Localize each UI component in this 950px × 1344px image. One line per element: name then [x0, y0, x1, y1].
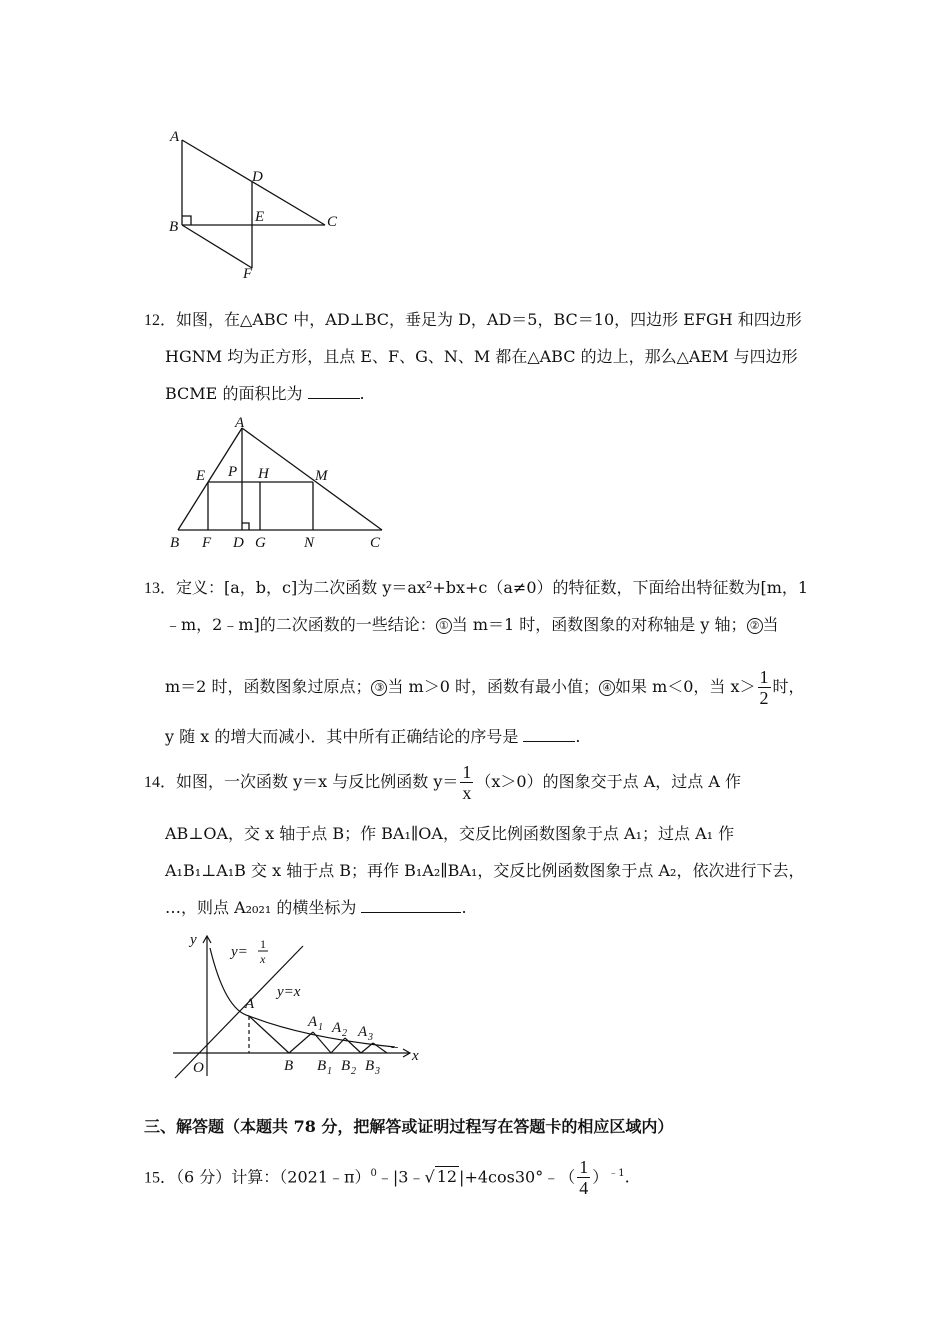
- exponent-neg-one: ﹣1: [608, 1168, 625, 1179]
- label-C: C: [370, 535, 381, 551]
- q12-line3: [165, 383, 365, 405]
- answer-blank-14[interactable]: [361, 898, 461, 913]
- label-P: P: [228, 464, 238, 480]
- label-A: A: [235, 415, 245, 431]
- q13-line4: [165, 726, 581, 748]
- fraction-denominator: 2: [759, 688, 769, 708]
- q13-line1: [144, 577, 808, 600]
- curve-label: y=: [231, 944, 248, 960]
- q12-text-3: BCME 的面积比为: [165, 384, 303, 403]
- fraction-denominator: x: [462, 783, 472, 803]
- label-C: C: [327, 214, 338, 230]
- sqrt-sign: √: [424, 1167, 435, 1187]
- sub-2: 2: [342, 1028, 347, 1039]
- label-B1: B: [317, 1058, 327, 1074]
- q13-text-2a: ﹣m，2﹣m]的二次函数的一些结论：: [165, 615, 436, 634]
- label-F: F: [202, 535, 212, 551]
- sub-3: 3: [375, 1066, 380, 1077]
- line-label: y=x: [277, 984, 301, 1000]
- label-O: O: [193, 1060, 204, 1076]
- label-N: N: [304, 535, 315, 551]
- fraction-one-quarter: [577, 1157, 590, 1198]
- figure-q11: [160, 125, 350, 285]
- continuation-dash: --: [391, 1041, 399, 1053]
- fraction-numerator: 1: [579, 1157, 589, 1178]
- q12-text-1: 如图，在△ABC 中，AD⊥BC，垂足为 D，AD＝5，BC＝10，四边形 EFGH 和四边形: [176, 310, 802, 329]
- sub-1: 1: [318, 1022, 323, 1033]
- figure-q12: [160, 412, 400, 554]
- label-D: D: [252, 169, 263, 185]
- label-y: y: [190, 932, 197, 948]
- label-D: D: [233, 535, 244, 551]
- label-B: B: [169, 219, 179, 235]
- q14-period: .: [461, 898, 467, 917]
- sub-1: 1: [327, 1066, 332, 1077]
- q13-line3: [165, 665, 805, 709]
- fraction-one-over-x: [460, 762, 473, 803]
- q12-line1: [144, 309, 802, 332]
- q13-text-3d: 时，: [772, 677, 805, 696]
- label-B: B: [170, 535, 180, 551]
- q13-text-3b: 当 m＞0 时，函数有最小值；: [387, 677, 599, 696]
- q13-text-3c: 如果 m＜0，当 x＞: [614, 677, 756, 696]
- label-B: B: [284, 1058, 294, 1074]
- circle-one: ①: [436, 618, 452, 634]
- curve-numerator: 1: [260, 937, 266, 951]
- q15-text-e: .: [624, 1167, 630, 1187]
- fraction-numerator: 1: [759, 667, 769, 687]
- q14-text-1b: （x＞0）的图象交于点 A，过点 A 作: [475, 772, 741, 791]
- answer-blank-12[interactable]: [308, 384, 360, 399]
- circle-three: ③: [371, 680, 387, 696]
- q14-number: 14．: [144, 774, 177, 791]
- q13-text-4: y 随 x 的增大而减小．其中所有正确结论的序号是: [165, 727, 519, 746]
- fraction-denominator: 4: [579, 1178, 589, 1199]
- q15-line: [144, 1152, 630, 1200]
- q14-line3: A₁B₁⊥A₁B 交 x 轴于点 B；再作 B₁A₂∥BA₁，交反比例函数图象于点 A₂，依次进行下去，: [165, 861, 805, 880]
- label-G: G: [255, 535, 266, 551]
- q13-line2: [165, 614, 779, 636]
- fraction-one-half: [758, 667, 771, 708]
- sub-2: 2: [351, 1066, 356, 1077]
- q13-text-2b: 当 m＝1 时，函数图象的对称轴是 y 轴；: [451, 615, 747, 634]
- q14-line2: AB⊥OA，交 x 轴于点 B；作 BA₁∥OA，交反比例函数图象于点 A₁；过点 A₁ 作: [165, 824, 735, 843]
- q13-text-2c: 当: [762, 615, 779, 634]
- label-A: A: [245, 996, 255, 1012]
- label-E: E: [255, 209, 265, 225]
- q12-number: 12．: [144, 312, 177, 329]
- q14-line4: [165, 897, 467, 919]
- label-E: E: [196, 468, 206, 484]
- answer-blank-13[interactable]: [523, 727, 575, 742]
- figure-q14: [165, 928, 435, 1083]
- exponent-zero: 0: [370, 1168, 377, 1179]
- circle-two: ②: [747, 618, 763, 634]
- q15-text-a: （6 分）计算：（2021﹣π）: [176, 1167, 371, 1187]
- sub-3: 3: [368, 1032, 373, 1043]
- label-A3: A: [358, 1024, 368, 1040]
- q13-number: 13．: [144, 580, 177, 597]
- label-x: x: [412, 1048, 419, 1064]
- q14-text-1a: 如图，一次函数 y＝x 与反比例函数 y＝: [176, 772, 459, 791]
- q12-line2: HGNM 均为正方形，且点 E、F、G、N、M 都在△ABC 的边上，那么△AEM 与四边形: [165, 347, 798, 366]
- q14-line1: [144, 760, 741, 805]
- section-heading: 三、解答题（本题共 78 分，把解答或证明过程写在答题卡的相应区域内）: [144, 1117, 674, 1136]
- label-M: M: [315, 468, 328, 484]
- q15-text-b: ﹣|3﹣: [376, 1167, 425, 1187]
- fraction-numerator: 1: [462, 762, 472, 782]
- circle-four: ④: [599, 680, 615, 696]
- q13-period: .: [575, 727, 581, 746]
- label-H: H: [258, 466, 269, 482]
- curve-denominator: x: [260, 952, 266, 966]
- q14-text-4: …，则点 A₂₀₂₁ 的横坐标为: [165, 898, 357, 917]
- q15-text-c: |+4cos30°﹣（: [459, 1167, 576, 1187]
- label-A1: A: [308, 1014, 318, 1030]
- q13-text-3a: m＝2 时，函数图象过原点；: [165, 677, 372, 696]
- label-A: A: [170, 129, 180, 145]
- label-B2: B: [341, 1058, 351, 1074]
- q12-period: .: [359, 384, 365, 403]
- label-A2: A: [332, 1020, 342, 1036]
- q15-text-d: ）: [592, 1167, 609, 1187]
- label-F: F: [243, 266, 253, 282]
- q13-text-1: 定义：[a，b，c]为二次函数 y＝ax²+bx+c（a≠0）的特征数，下面给出特征数为[m，1: [176, 578, 809, 597]
- label-B3: B: [365, 1058, 375, 1074]
- q15-number: 15．: [144, 1169, 177, 1187]
- radicand: 12: [436, 1167, 458, 1187]
